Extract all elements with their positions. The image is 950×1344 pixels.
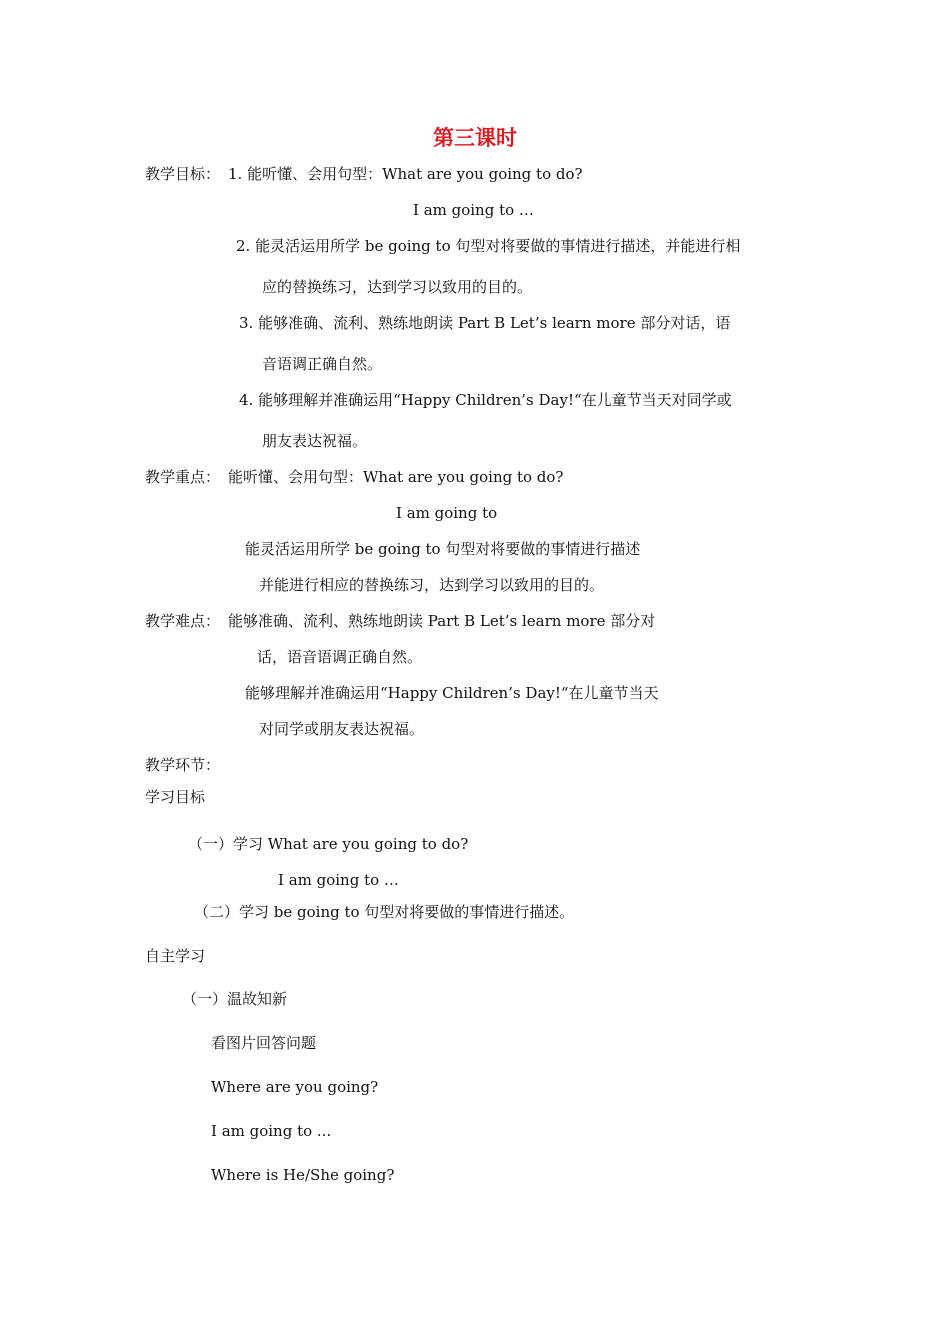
objective-line: 应的替换练习，达到学习以致用的目的。: [262, 278, 533, 296]
learning-goal-line: （二）学习 be going to 句型对将要做的事情进行描述。: [194, 903, 575, 921]
learning-goals-heading: 学习目标: [145, 788, 206, 806]
self-study-line: Where are you going?: [211, 1078, 379, 1096]
self-study-subheading: （一）温故知新: [182, 990, 288, 1008]
key-point-line: 能灵活运用所学 be going to 句型对将要做的事情进行描述: [245, 540, 641, 558]
objectives-label: 教学目标：: [145, 165, 221, 183]
difficulty-line: 能够准确、流利、熟练地朗读 Part B Let’s learn more 部分对: [228, 612, 656, 630]
objective-line: I am going to …: [413, 201, 534, 219]
self-study-line: 看图片回答问题: [211, 1034, 317, 1052]
key-points-label: 教学重点：: [145, 468, 221, 486]
objective-line: 音语调正确自然。: [262, 355, 383, 373]
key-point-line: I am going to: [396, 504, 498, 522]
self-study-line: Where is He/She going?: [211, 1166, 395, 1184]
key-point-line: 能听懂、会用句型：What are you going to do?: [228, 468, 564, 486]
objective-line: 3. 能够准确、流利、熟练地朗读 Part B Let’s learn more 部分对话，语: [239, 314, 731, 332]
objective-line: 1. 能听懂、会用句型：What are you going to do?: [228, 165, 583, 183]
difficulty-line: 对同学或朋友表达祝福。: [259, 720, 425, 738]
learning-goal-line: I am going to …: [278, 871, 399, 889]
objective-line: 4. 能够理解并准确运用“Happy Children’s Day!“在儿童节当天对同学或: [239, 391, 732, 409]
key-point-line: 并能进行相应的替换练习，达到学习以致用的目的。: [259, 576, 605, 594]
difficulty-line: 话，语音语调正确自然。: [257, 648, 423, 666]
procedure-label: 教学环节：: [145, 756, 221, 774]
objective-line: 朋友表达祝福。: [262, 432, 368, 450]
page-title: 第三课时: [433, 125, 517, 150]
learning-goal-line: （一）学习 What are you going to do?: [188, 835, 469, 853]
self-study-line: I am going to ...: [211, 1122, 332, 1140]
self-study-heading: 自主学习: [145, 947, 206, 965]
difficulties-label: 教学难点：: [145, 612, 221, 630]
objective-line: 2. 能灵活运用所学 be going to 句型对将要做的事情进行描述，并能进行相: [236, 237, 741, 255]
difficulty-line: 能够理解并准确运用“Happy Children’s Day!“在儿童节当天: [245, 684, 659, 702]
